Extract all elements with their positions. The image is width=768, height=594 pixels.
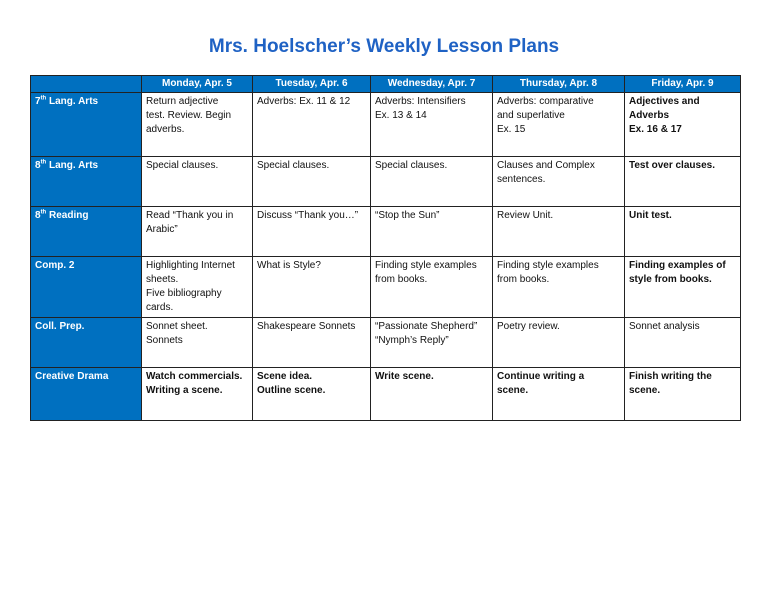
lesson-text: Sonnet analysis [629, 321, 700, 332]
lesson-text: “Stop the Sun” [375, 210, 440, 221]
lesson-cell [253, 368, 371, 421]
subject-cell [31, 368, 142, 421]
subject-ordinal: th [40, 95, 47, 102]
subject-cell [31, 257, 142, 318]
lesson-cell [371, 318, 493, 368]
lesson-text: test. Review. Begin [146, 110, 232, 121]
subject-label-suffix: Lang. Arts [46, 160, 99, 171]
lesson-text: Special clauses. [257, 160, 330, 171]
lesson-text: cards. [146, 302, 174, 313]
lesson-text: Arabic” [146, 224, 178, 235]
lesson-cell [625, 368, 741, 421]
lesson-cell [493, 368, 625, 421]
subject-cell [31, 318, 142, 368]
lesson-text: Finding style examples [375, 260, 477, 271]
subject-label-suffix: Reading [46, 210, 89, 221]
table-row [31, 368, 741, 421]
table-row [31, 318, 741, 368]
lesson-text: Ex. 15 [497, 124, 526, 135]
day-header: Monday, Apr. 5 [142, 76, 253, 93]
lesson-text: Sonnets [146, 335, 183, 346]
lesson-cell [142, 207, 253, 257]
subject-label: Comp. 2 [35, 260, 75, 271]
lesson-cell [371, 157, 493, 207]
lesson-text: Highlighting Internet [146, 260, 235, 271]
lesson-text: Read “Thank you in [146, 210, 234, 221]
lesson-text: “Passionate Shepherd” [375, 321, 478, 332]
lesson-cell [493, 157, 625, 207]
lesson-text: Write scene. [375, 371, 434, 382]
lesson-text: Test over clauses. [629, 160, 715, 171]
lesson-text: scene. [497, 385, 529, 396]
lesson-text: Unit test. [629, 210, 672, 221]
lesson-text: Review Unit. [497, 210, 554, 221]
lesson-cell [493, 318, 625, 368]
lesson-cell [253, 318, 371, 368]
table-row [31, 157, 741, 207]
lesson-text: Finding style examples [497, 260, 599, 271]
lesson-cell [625, 318, 741, 368]
lesson-cell [142, 93, 253, 157]
lesson-text: and superlative [497, 110, 565, 121]
table-row [31, 93, 741, 157]
lesson-text: Adjectives and [629, 96, 700, 107]
lesson-text: Writing a scene. [146, 385, 223, 396]
lesson-text: Adverbs [629, 110, 670, 121]
lesson-text: Adverbs: Ex. 11 & 12 [257, 96, 351, 107]
lesson-cell [371, 257, 493, 318]
lesson-text: Scene idea. [257, 371, 313, 382]
day-header: Thursday, Apr. 8 [493, 76, 625, 93]
header-row [31, 76, 741, 93]
lesson-text: from books. [497, 274, 550, 285]
table-row [31, 207, 741, 257]
lesson-cell [142, 157, 253, 207]
day-header: Tuesday, Apr. 6 [253, 76, 371, 93]
subject-label: 8 [35, 210, 41, 221]
subject-label: Coll. Prep. [35, 321, 85, 332]
lesson-cell [371, 93, 493, 157]
lesson-cell [142, 257, 253, 318]
lesson-text: Return adjective [146, 96, 219, 107]
lesson-text: Finish writing the [629, 371, 712, 382]
lesson-cell [625, 207, 741, 257]
lesson-text: sheets. [146, 274, 179, 285]
lesson-text: Adverbs: comparative [497, 96, 594, 107]
lesson-cell [625, 257, 741, 318]
lesson-text: Outline scene. [257, 385, 326, 396]
subject-cell [31, 157, 142, 207]
lesson-text: from books. [375, 274, 428, 285]
lesson-cell [493, 207, 625, 257]
lesson-text: Special clauses. [146, 160, 219, 171]
subject-cell [31, 207, 142, 257]
lesson-cell [142, 318, 253, 368]
lesson-cell [625, 157, 741, 207]
lesson-cell [371, 207, 493, 257]
lesson-text: Watch commercials. [146, 371, 243, 382]
lesson-plan-table [30, 75, 741, 421]
lesson-text: Adverbs: Intensifiers [375, 96, 466, 107]
lesson-cell [493, 93, 625, 157]
page-title: Mrs. Hoelscher’s Weekly Lesson Plans [208, 36, 560, 57]
lesson-text: Clauses and Complex [497, 160, 595, 171]
lesson-text: Ex. 16 & 17 [629, 124, 682, 135]
lesson-cell [253, 93, 371, 157]
subject-cell [31, 93, 142, 157]
subject-label: Creative Drama [35, 371, 109, 382]
lesson-text: “Nymph’s Reply” [375, 335, 449, 346]
lesson-text: Finding examples of [629, 260, 726, 271]
lesson-text: sentences. [497, 174, 546, 185]
lesson-text: Sonnet sheet. [146, 321, 208, 332]
day-header: Wednesday, Apr. 7 [371, 76, 493, 93]
subject-label-suffix: Lang. Arts [46, 96, 99, 107]
lesson-text: scene. [629, 385, 661, 396]
header-corner [31, 76, 142, 93]
lesson-cell [371, 368, 493, 421]
lesson-text: Ex. 13 & 14 [375, 110, 427, 121]
lesson-cell [625, 93, 741, 157]
lesson-text: Special clauses. [375, 160, 448, 171]
subject-label: 8 [35, 160, 41, 171]
lesson-cell [253, 207, 371, 257]
lesson-text: Discuss “Thank you…” [257, 210, 359, 221]
lesson-text: adverbs. [146, 124, 185, 135]
lesson-text: Poetry review. [497, 321, 560, 332]
subject-ordinal: th [40, 159, 47, 166]
lesson-cell [253, 157, 371, 207]
subject-ordinal: th [40, 209, 47, 216]
lesson-text: style from books. [629, 274, 712, 285]
lesson-text: Continue writing a [497, 371, 585, 382]
lesson-text: What is Style? [257, 260, 321, 271]
table-row [31, 257, 741, 318]
day-header: Friday, Apr. 9 [625, 76, 741, 93]
lesson-cell [253, 257, 371, 318]
lesson-cell [493, 257, 625, 318]
lesson-text: Five bibliography [146, 288, 222, 299]
lesson-cell [142, 368, 253, 421]
lesson-text: Shakespeare Sonnets [257, 321, 356, 332]
subject-label: 7 [35, 96, 41, 107]
